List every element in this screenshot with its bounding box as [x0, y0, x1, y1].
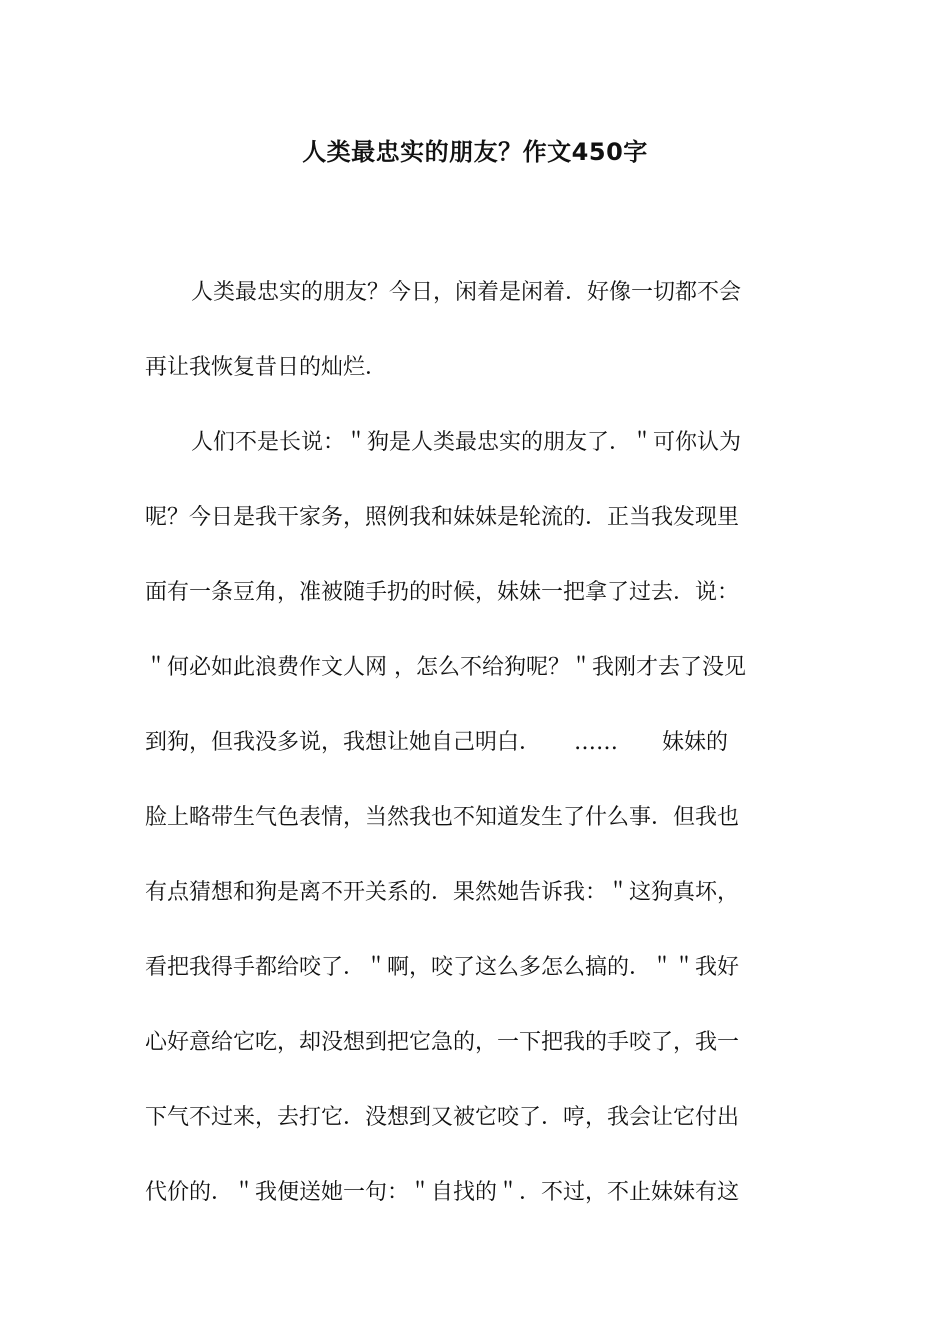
- document-title: 人类最忠实的朋友？作文450字: [302, 138, 648, 166]
- paragraph-line: 到狗，但我没多说，我想让她自己明白． …… 妹妹的: [145, 730, 729, 755]
- paragraph-line: 下气不过来，去打它．没想到又被它咬了．哼，我会让它付出: [145, 1105, 740, 1130]
- paragraph-line: 看把我得手都给咬了．＂啊，咬了这么多怎么搞的．＂＂我好: [145, 955, 740, 980]
- paragraph-line: 脸上略带生气色表情，当然我也不知道发生了什么事．但我也: [145, 805, 740, 830]
- paragraph-line: 人类最忠实的朋友？今日，闲着是闲着．好像一切都不会: [191, 280, 742, 305]
- paragraph-line: 有点猜想和狗是离不开关系的．果然她告诉我：＂这狗真坏，: [145, 880, 740, 905]
- paragraph-line: 心好意给它吃，却没想到把它急的，一下把我的手咬了，我一: [145, 1030, 740, 1055]
- document-body: [145, 255, 805, 1230]
- paragraph-line: 呢？今日是我干家务，照例我和妹妹是轮流的．正当我发现里: [145, 505, 740, 530]
- paragraph-line: 人们不是长说：＂狗是人类最忠实的朋友了．＂可你认为: [191, 430, 742, 455]
- paragraph-line: ＂何必如此浪费作文人网 ，怎么不给狗呢？＂我刚才去了没见: [145, 655, 746, 680]
- paragraph-line: 代价的．＂我便送她一句：＂自找的＂．不过，不止妹妹有这: [145, 1180, 740, 1205]
- paragraph-line: 再让我恢复昔日的灿烂．: [145, 355, 388, 380]
- paragraph-line: 面有一条豆角，准被随手扔的时候，妹妹一把拿了过去．说：: [145, 580, 740, 605]
